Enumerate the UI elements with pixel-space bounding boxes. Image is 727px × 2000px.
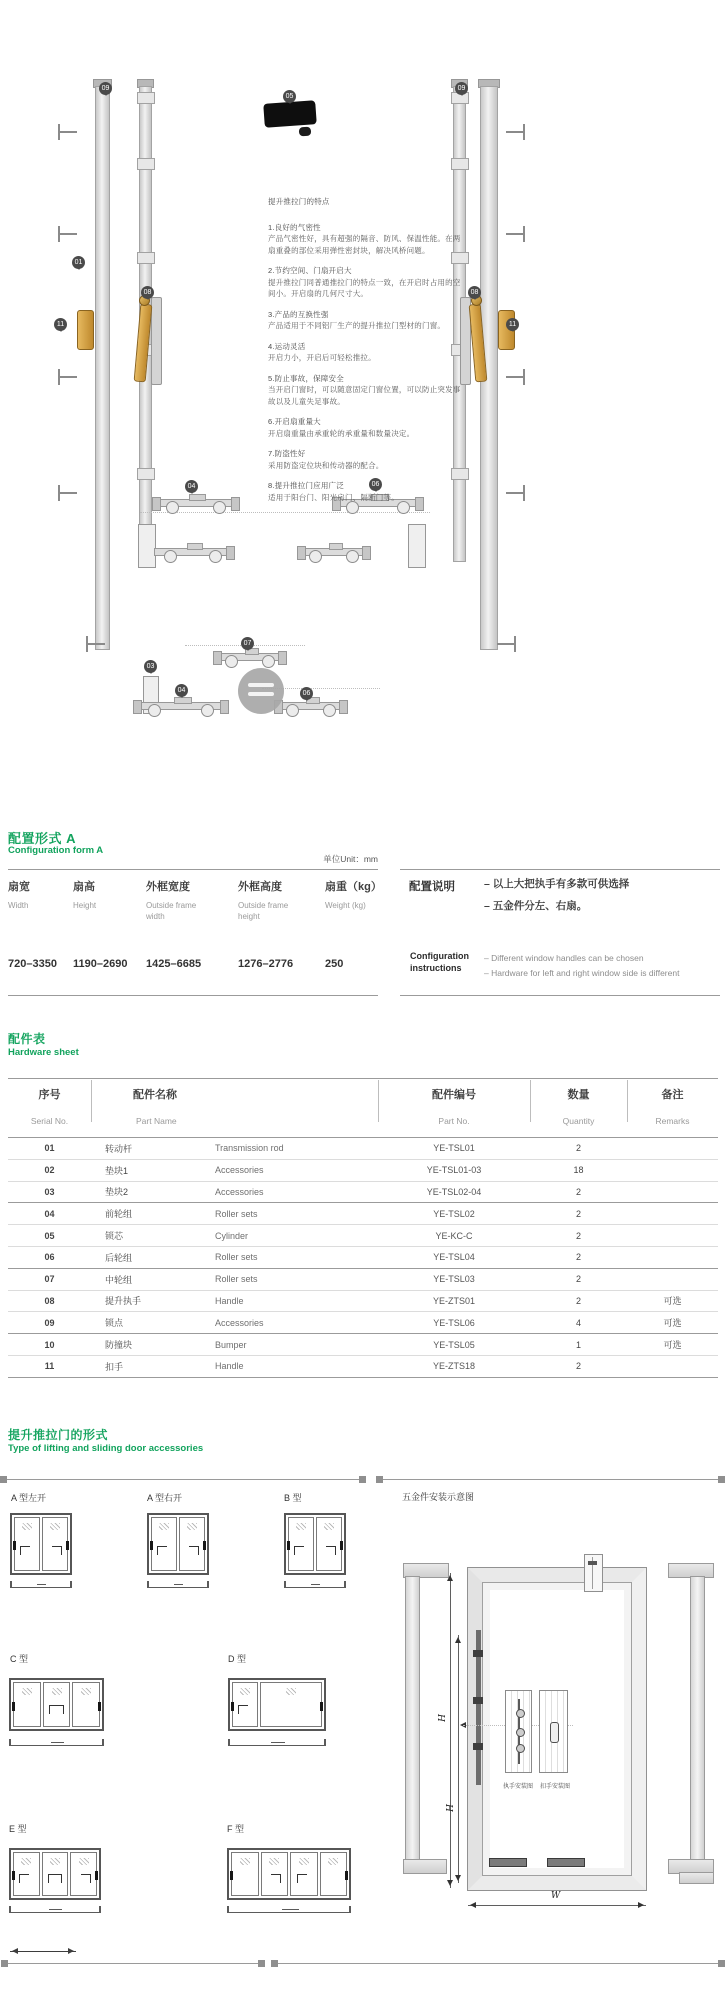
- header-partno-en: Part No.: [438, 1116, 470, 1126]
- cell-name-en: Handle: [215, 1361, 244, 1372]
- config-title-en: Configuration form A: [8, 845, 104, 856]
- cell-name-en: Accessories: [215, 1317, 264, 1328]
- roller-set: [136, 699, 226, 717]
- config-note-items-zh: [484, 873, 629, 917]
- height-dimension-label: H: [437, 1714, 448, 1722]
- cell-partno: YE-TSL03: [433, 1274, 475, 1285]
- table-row: [8, 1203, 718, 1225]
- config-col-en: Height: [73, 901, 97, 910]
- parts-title-en: Hardware sheet: [8, 1047, 79, 1058]
- feature-item: [268, 222, 468, 257]
- cell-name-en: Cylinder: [215, 1230, 249, 1241]
- cell-name-en: Bumper: [215, 1339, 247, 1350]
- table-row: [8, 1138, 718, 1160]
- door-figure-b: [284, 1513, 346, 1575]
- cell-qty: 2: [575, 1361, 581, 1372]
- header-partno-zh: 配件编号: [432, 1089, 476, 1101]
- header-remarks-en: Remarks: [655, 1116, 690, 1126]
- feature-body: 产品适用于不同铝厂生产的提升推拉门型材的门窗。: [268, 321, 446, 330]
- cell-remarks: 可选: [663, 1296, 682, 1307]
- watermark: [238, 668, 284, 714]
- jamb-profile: [403, 1859, 447, 1874]
- config-col-en: Weight (kg): [325, 901, 366, 910]
- cell-partno: YE-TSL01: [433, 1143, 475, 1154]
- cell-name-en: Roller sets: [215, 1274, 258, 1285]
- lock-point: [473, 1743, 483, 1750]
- jamb-profile: [405, 1576, 420, 1863]
- mount-bracket: [505, 369, 525, 385]
- jamb-profile: [679, 1872, 714, 1884]
- types-title-zh: 提升推拉门的形式: [8, 1428, 109, 1442]
- mount-bracket: [58, 226, 78, 242]
- lock-block: [137, 468, 155, 480]
- cell-partno: YE-ZTS18: [432, 1361, 475, 1372]
- config-col-value: 720–3350: [8, 958, 57, 970]
- part-balloon: 08: [468, 286, 481, 299]
- pull-handle-left: [77, 310, 94, 350]
- table-row: [8, 1247, 718, 1269]
- part-balloon: 11: [54, 318, 67, 331]
- table-row: [8, 1225, 718, 1247]
- config-col-value: 1190–2690: [73, 958, 128, 970]
- feature-body: 产品气密性好，具有超强的隔音、防风、保温性能。在两扇重叠的部位采用弹性密封块，解决风桥问题。: [268, 234, 461, 255]
- cell-partno: YE-TSL05: [433, 1339, 475, 1350]
- type-label-b: B 型: [284, 1493, 302, 1503]
- width-dimension: [227, 1906, 351, 1913]
- door-figure-c: [9, 1678, 104, 1731]
- header-remarks-zh: 备注: [661, 1089, 684, 1101]
- type-label-d: D 型: [228, 1654, 247, 1664]
- cell-name-en: Roller sets: [215, 1252, 258, 1263]
- table-row: [8, 1160, 718, 1182]
- config-note-item-zh: – 以上大把执手有多款可供选择: [484, 878, 630, 890]
- rule: [400, 869, 720, 870]
- cell-serial: 05: [44, 1230, 55, 1241]
- config-column: [238, 878, 325, 970]
- cell-remarks: 可选: [663, 1340, 682, 1351]
- width-dimension: [147, 1581, 209, 1588]
- types-title-en: Type of lifting and sliding door accessories: [8, 1443, 204, 1454]
- part-balloon: 04: [175, 684, 188, 697]
- height-dimension-line: [458, 1635, 459, 1883]
- config-note-item-zh: – 五金件分左、右扇。: [484, 900, 588, 912]
- cell-name-en: Accessories: [215, 1186, 264, 1197]
- feature-body: 适用于阳台门、阳光房门、隔断门等。: [268, 492, 399, 502]
- frame-top-connector: [584, 1554, 603, 1592]
- rule-end: [359, 1476, 366, 1483]
- lock-point: [473, 1650, 483, 1657]
- handle-install-inset: [505, 1690, 532, 1773]
- features-title: 提升推拉门的特点: [268, 197, 330, 206]
- jamb-profile: [690, 1576, 705, 1863]
- cell-remarks: 可选: [663, 1318, 682, 1329]
- cell-serial: 01: [44, 1143, 55, 1154]
- door-figure-d: [228, 1678, 326, 1731]
- cell-name-en: Handle: [215, 1295, 244, 1306]
- cell-name-zh: 前轮组: [105, 1209, 133, 1220]
- door-figure-a-right: [147, 1513, 209, 1575]
- part-balloon: 09: [455, 82, 468, 95]
- cell-partno: YE-TSL02: [433, 1208, 475, 1219]
- cell-name-en: Roller sets: [215, 1208, 258, 1219]
- feature-item: [268, 480, 468, 503]
- feature-body: 开启力小，开启后可轻松推拉。: [268, 353, 376, 362]
- config-col-zh: 扇高: [73, 881, 95, 893]
- roller-set: [277, 699, 345, 717]
- rule-end: [258, 1960, 265, 1967]
- cell-name-zh: 垫块2: [105, 1187, 129, 1198]
- rule: [8, 1078, 718, 1079]
- table-row: [8, 1356, 718, 1378]
- config-note-title-en: Configuration instructions: [410, 951, 469, 973]
- type-label-f: F 型: [227, 1824, 244, 1834]
- cell-qty: 2: [575, 1230, 581, 1241]
- width-dimension: [9, 1906, 101, 1913]
- type-label-a-right: A 型右开: [147, 1493, 183, 1503]
- mount-bracket: [58, 485, 78, 501]
- feature-title: 5.防止事故，保障安全: [268, 373, 344, 383]
- cell-partno: YE-TSL04: [433, 1252, 475, 1263]
- cell-qty: 1: [575, 1339, 581, 1350]
- config-column: [325, 878, 380, 970]
- install-title: 五金件安装示意图: [402, 1492, 475, 1502]
- cell-serial: 04: [44, 1208, 55, 1219]
- cell-name-zh: 提升执手: [105, 1296, 142, 1307]
- roller-set: [216, 650, 284, 668]
- door-figure-f: [227, 1848, 351, 1900]
- rule-end: [0, 1476, 7, 1483]
- parts-title-zh: 配件表: [8, 1032, 46, 1046]
- lock-point: [473, 1697, 483, 1704]
- cell-serial: 11: [44, 1361, 55, 1372]
- table-row: [8, 1182, 718, 1204]
- cell-qty: 2: [575, 1208, 581, 1219]
- cell-partno: YE-ZTS01: [432, 1295, 475, 1306]
- width-dimension: [284, 1581, 346, 1588]
- rule-end: [271, 1960, 278, 1967]
- part-balloon: 01: [72, 256, 85, 269]
- handle-install-label: 执手安装图: [502, 1784, 533, 1790]
- bottom-roller: [547, 1858, 585, 1867]
- cell-partno: YE-TSL02-04: [426, 1186, 482, 1197]
- pull-install-inset: [539, 1690, 568, 1773]
- pull-install-label: 扣手安装图: [539, 1784, 570, 1790]
- cell-name-zh: 锁芯: [105, 1231, 124, 1242]
- rule-end: [718, 1476, 725, 1483]
- config-note-items-en: [484, 951, 679, 981]
- lock-block: [137, 158, 155, 170]
- lock-block: [137, 92, 155, 104]
- roller-set: [155, 496, 237, 514]
- config-col-en: Width: [8, 901, 29, 910]
- part-balloon: 06: [369, 478, 382, 491]
- part-balloon: 04: [185, 480, 198, 493]
- cell-name-zh: 转动杆: [105, 1143, 133, 1154]
- lock-block: [451, 158, 469, 170]
- cell-partno: YE-TSL01-03: [426, 1165, 482, 1176]
- type-label-c: C 型: [10, 1654, 29, 1664]
- table-row: [8, 1269, 718, 1291]
- rule: [2, 1479, 364, 1480]
- config-table: [8, 878, 380, 970]
- cell-qty: 2: [575, 1143, 581, 1154]
- cell-partno: YE-KC-C: [435, 1230, 473, 1241]
- feature-body: 开启扇重量由承重轮的承重量和数量决定。: [268, 428, 415, 438]
- rule: [400, 995, 720, 996]
- feature-title: 4.运动灵活: [268, 341, 306, 351]
- config-col-value: 250: [325, 958, 344, 970]
- feature-item: [268, 448, 468, 471]
- cell-serial: 10: [44, 1339, 55, 1350]
- features-text: [268, 196, 468, 512]
- type-label-e: E 型: [9, 1824, 27, 1834]
- rule: [8, 995, 378, 996]
- feature-body: 提升推拉门同普通推拉门的特点一致，在开启时占用的空间小。开启扇的几何尺寸大。: [268, 277, 461, 298]
- config-note-title-zh: 配置说明: [409, 881, 455, 893]
- cell-qty: 2: [575, 1186, 581, 1197]
- feature-title: 6.开启扇重量大: [268, 417, 321, 426]
- cell-partno: YE-TSL06: [433, 1317, 475, 1328]
- rule-end: [376, 1476, 383, 1483]
- cell-name-zh: 垫块1: [105, 1165, 129, 1176]
- cell-name-en: Transmission rod: [215, 1143, 284, 1154]
- parts-table-rows: [8, 1138, 718, 1378]
- part-balloon: 07: [241, 637, 254, 650]
- feature-item: [268, 265, 468, 300]
- cell-name-zh: 防撞块: [105, 1340, 133, 1351]
- door-figure-a-left: [10, 1513, 72, 1575]
- config-col-zh: 扇重（kg）: [325, 881, 382, 893]
- cell-name-zh: 中轮组: [105, 1274, 133, 1285]
- config-col-zh: 外框高度: [238, 881, 282, 893]
- type-label-a-left: A 型左开: [11, 1493, 47, 1503]
- part-balloon: 03: [144, 660, 157, 673]
- width-dimension: [9, 1739, 104, 1746]
- feature-body: 当开启门窗时，可以随意固定门窗位置，可以防止突发事故以及儿童失足事故。: [268, 385, 461, 406]
- feature-item: [268, 341, 468, 364]
- config-col-en: Outside frame height: [238, 901, 289, 921]
- feature-title: 3.产品的互换性强: [268, 309, 329, 319]
- config-column: [146, 878, 238, 970]
- feature-item: [268, 373, 468, 408]
- config-col-zh: 外框宽度: [146, 881, 190, 893]
- corner-block: [408, 524, 426, 568]
- feature-title: 1.良好的气密性: [268, 222, 321, 232]
- header-name-zh: 配件名称: [133, 1089, 177, 1101]
- header-serial-en: Serial No.: [30, 1116, 69, 1126]
- feature-title: 2.节约空间、门扇开启大: [268, 266, 352, 275]
- table-row: [8, 1291, 718, 1313]
- config-col-en: Outside frame width: [146, 901, 197, 921]
- width-dimension-label: W: [551, 1891, 561, 1901]
- width-dimension: [228, 1739, 326, 1746]
- bottom-roller: [489, 1858, 527, 1867]
- height-dimension-line: [450, 1573, 451, 1888]
- unit-label: 单位Unit：mm: [323, 854, 378, 864]
- feature-title: 8.提升推拉门应用广泛: [268, 481, 344, 490]
- cell-serial: 09: [44, 1317, 55, 1328]
- cell-name-en: Accessories: [215, 1165, 264, 1176]
- mount-bracket: [58, 369, 78, 385]
- rule: [8, 869, 378, 870]
- roller-set: [300, 545, 368, 563]
- feature-item: [268, 309, 468, 332]
- roller-set: [154, 545, 232, 563]
- config-title-zh: 配置形式 A: [8, 831, 77, 846]
- cell-qty: 18: [573, 1165, 584, 1176]
- handle-base-plate: [151, 297, 162, 385]
- config-col-zh: 扇宽: [8, 881, 30, 893]
- left-outer-rail: [95, 86, 110, 650]
- cell-serial: 03: [44, 1186, 55, 1197]
- cell-name-zh: 扣手: [105, 1361, 124, 1372]
- cell-qty: 2: [575, 1252, 581, 1263]
- feature-body: 采用防盗定位块和传动器的配合。: [268, 460, 384, 470]
- installation-diagram: [379, 1485, 727, 1990]
- feature-item: [268, 416, 468, 439]
- cell-qty: 2: [575, 1274, 581, 1285]
- cell-serial: 06: [44, 1252, 55, 1263]
- mount-bracket: [505, 485, 525, 501]
- rule-end: [1, 1960, 8, 1967]
- feature-title: 7.防盗性好: [268, 449, 306, 458]
- config-note-item-en: – Hardware for left and right window side is different: [484, 968, 680, 978]
- lock-block: [137, 252, 155, 264]
- door-figure-e: [9, 1848, 101, 1900]
- slide-direction-arrow: [10, 1951, 76, 1952]
- part-balloon: 09: [99, 82, 112, 95]
- table-row: [8, 1312, 718, 1334]
- cell-qty: 4: [575, 1317, 581, 1328]
- top-lock-tab: [299, 127, 312, 137]
- config-col-value: 1425–6685: [146, 958, 202, 970]
- mount-bracket: [496, 636, 516, 652]
- cell-name-zh: 后轮组: [105, 1252, 133, 1263]
- part-balloon: 05: [283, 90, 296, 103]
- cell-serial: 07: [44, 1274, 55, 1285]
- part-balloon: 11: [506, 318, 519, 331]
- table-row: [8, 1334, 718, 1356]
- mount-bracket: [505, 226, 525, 242]
- mount-bracket: [505, 124, 525, 140]
- header-name-en: Part Name: [136, 1116, 177, 1126]
- header-serial-zh: 序号: [38, 1089, 61, 1101]
- mount-bracket: [58, 124, 78, 140]
- height-dimension-label: H: [445, 1804, 456, 1812]
- header-qty-zh: 数量: [567, 1089, 590, 1101]
- rule: [378, 1479, 723, 1480]
- config-column: [8, 878, 73, 970]
- config-col-value: 1276–2776: [238, 958, 294, 970]
- part-balloon: 08: [141, 286, 154, 299]
- rule: [3, 1963, 262, 1964]
- width-dimension-line: [468, 1905, 646, 1906]
- width-dimension: [10, 1581, 72, 1588]
- header-qty-en: Quantity: [562, 1116, 595, 1126]
- cell-name-zh: 锁点: [105, 1318, 124, 1329]
- mount-bracket: [86, 636, 106, 652]
- config-note-item-en: – Different window handles can be chosen: [484, 953, 644, 963]
- cell-serial: 02: [44, 1165, 55, 1176]
- column-divider: [91, 1080, 92, 1122]
- config-column: [73, 878, 146, 970]
- cell-qty: 2: [575, 1295, 581, 1306]
- cell-serial: 08: [44, 1295, 55, 1306]
- part-balloon: 06: [300, 687, 313, 700]
